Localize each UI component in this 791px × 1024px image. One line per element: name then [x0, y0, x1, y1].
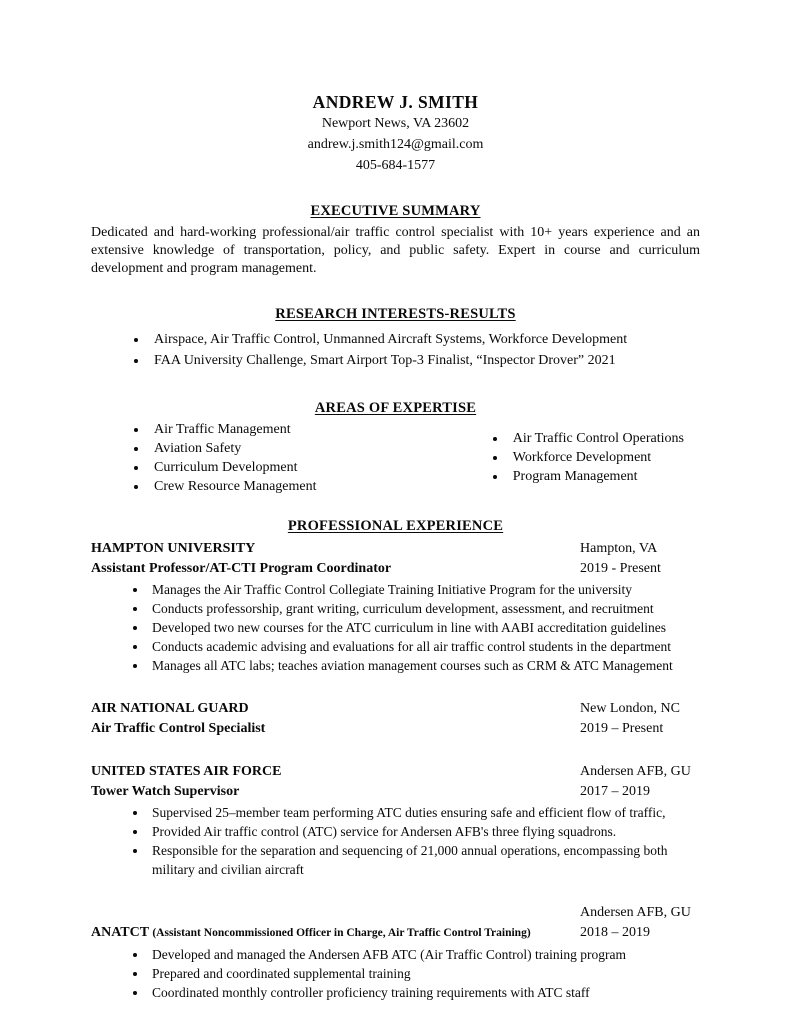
job-organization: UNITED STATES AIR FORCE: [91, 764, 282, 780]
section-title-professional-experience: PROFESSIONAL EXPERIENCE: [287, 518, 504, 535]
job-org-line: [91, 699, 700, 719]
list-item: • Air Traffic Management: [148, 420, 481, 439]
job-org-line: [91, 539, 700, 559]
job-anatct: [91, 903, 700, 1002]
list-item: • Airspace, Air Traffic Control, Unmanned Aircraft Systems, Workforce Development: [148, 329, 700, 350]
job-role: Air Traffic Control Specialist: [91, 720, 266, 736]
list-item: • Supervised 25–member team performing ATC duties ensuring safe and efficient flow of traffic,: [148, 803, 700, 822]
list-item: • Responsible for the separation and sequencing of 21,000 annual operations, encompassing both military and civilian aircraft: [148, 841, 700, 879]
job-role: Tower Watch Supervisor: [91, 783, 240, 799]
job-duties-list: [91, 580, 700, 675]
section-title-research-interests: RESEARCH INTERESTS-RESULTS: [275, 306, 516, 323]
job-org-line: [91, 923, 700, 944]
job-duties-list: [91, 945, 700, 1002]
job-role-line: [91, 719, 700, 739]
expertise-list-left: [91, 420, 481, 496]
candidate-address: Newport News, VA 23602: [321, 116, 470, 131]
list-item: • Developed and managed the Andersen AFB ATC (Air Traffic Control) training program: [148, 945, 700, 964]
list-item: • Coordinated monthly controller proficiency training requirements with ATC staff: [148, 983, 700, 1002]
list-item: • Provided Air traffic control (ATC) service for Andersen AFB's three flying squadrons.: [148, 822, 700, 841]
job-duties-list: [91, 803, 700, 879]
job-dates: 2018 – 2019: [580, 924, 650, 940]
resume-header: [91, 92, 700, 176]
section-title-executive-summary: EXECUTIVE SUMMARY: [310, 203, 481, 219]
executive-summary-text: Dedicated and hard-working professional/air traffic control specialist with 10+ years experience and an extensive knowledge of transportation, policy, and public safety. Expert in course and curriculum development and program management.: [91, 225, 700, 276]
job-location-line: [91, 903, 700, 923]
candidate-phone: 405-684-1577: [355, 158, 436, 173]
job-role: Assistant Professor/AT-CTI Program Coordinator: [91, 560, 392, 576]
list-item: • Curriculum Development: [148, 458, 481, 477]
job-organization: AIR NATIONAL GUARD: [91, 701, 249, 717]
candidate-email: andrew.j.smith124@gmail.com: [307, 137, 484, 152]
job-location: New London, NC: [580, 701, 680, 717]
job-hampton-university: [91, 539, 700, 675]
job-org-detail: (Assistant Noncommissioned Officer in Charge, Air Traffic Control Training): [152, 926, 531, 939]
list-item: • Conducts professorship, grant writing, curriculum development, assessment, and recruitment: [148, 599, 700, 618]
job-dates: 2017 – 2019: [580, 783, 650, 799]
research-interests-list: [91, 329, 700, 371]
expertise-column-left: [91, 420, 481, 496]
job-location: Hampton, VA: [580, 541, 658, 557]
candidate-name: ANDREW J. SMITH: [312, 92, 479, 112]
list-item: • Conducts academic advising and evaluations for all air traffic control students in the department: [148, 637, 700, 656]
list-item: • Program Management: [507, 467, 700, 486]
job-dates: 2019 – Present: [580, 720, 664, 736]
job-role-line: [91, 782, 700, 802]
expertise-list-right: [481, 429, 700, 486]
list-item: • FAA University Challenge, Smart Airport Top-3 Finalist, “Inspector Drover” 2021: [148, 350, 700, 371]
job-org-line: [91, 762, 700, 782]
job-location: Andersen AFB, GU: [580, 764, 691, 780]
job-air-national-guard: [91, 699, 700, 738]
job-dates: 2019 - Present: [580, 560, 661, 576]
job-organization: [91, 923, 531, 944]
list-item: • Workforce Development: [507, 448, 700, 467]
list-item: • Aviation Safety: [148, 439, 481, 458]
list-item: • Manages the Air Traffic Control Collegiate Training Initiative Program for the university: [148, 580, 700, 599]
list-item: • Crew Resource Management: [148, 477, 481, 496]
job-role-line: [91, 559, 700, 579]
list-item: • Manages all ATC labs; teaches aviation management courses such as CRM & ATC Management: [148, 656, 700, 675]
expertise-column-right: [481, 420, 700, 496]
job-organization: HAMPTON UNIVERSITY: [91, 541, 256, 557]
section-title-areas-of-expertise: AREAS OF EXPERTISE: [314, 400, 477, 417]
list-item: • Air Traffic Control Operations: [507, 429, 700, 448]
job-org-abbrev: ANATCT: [91, 924, 149, 940]
list-item: • Prepared and coordinated supplemental training: [148, 964, 700, 983]
job-location: Andersen AFB, GU: [580, 905, 691, 921]
expertise-columns: [91, 420, 700, 496]
job-united-states-air-force: [91, 762, 700, 879]
list-item: • Developed two new courses for the ATC curriculum in line with AABI accreditation guidelines: [148, 618, 700, 637]
